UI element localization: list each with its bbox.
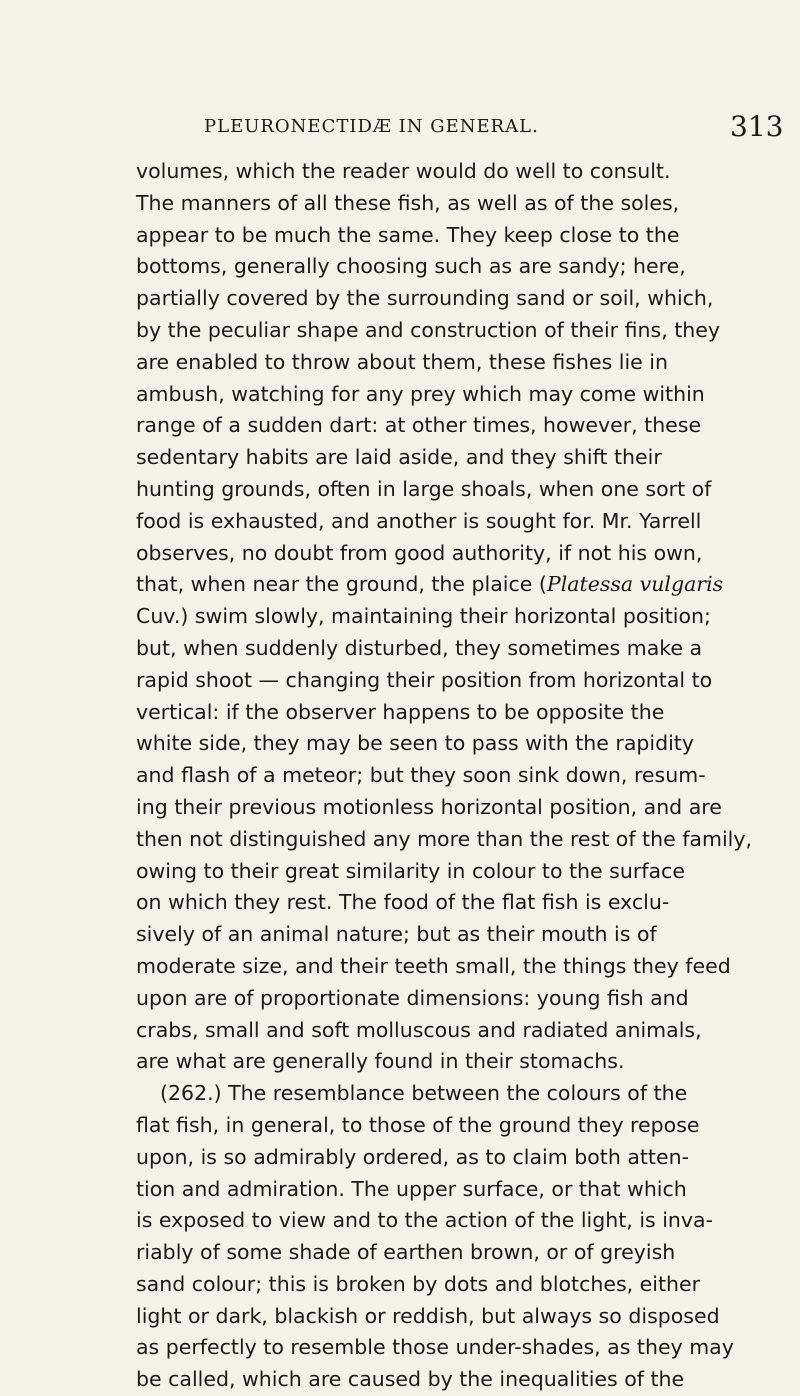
text-line: moderate size, and their teeth small, the things they feed [136, 953, 731, 978]
text-line: light or dark, blackish or reddish, but always so disposed [136, 1303, 720, 1328]
text-line: is exposed to view and to the action of the light, is inva- [136, 1208, 714, 1233]
text-line: sively of an animal nature; but as their mouth is of [136, 922, 657, 947]
text-line: partially covered by the surrounding sand or soil, which, [136, 286, 714, 311]
text-line: flat fish, in general, to those of the ground they repose [136, 1112, 700, 1137]
text-line: tion and admiration. The upper surface, or that which [136, 1176, 687, 1201]
text-line: then not distinguished any more than the rest of the family, [136, 826, 753, 851]
text-line: riably of some shade of earthen brown, or of greyish [136, 1240, 676, 1265]
text-line: food is exhausted, and another is sought for. Mr. Yarrell [136, 508, 702, 533]
text-line: Cuv.) swim slowly, maintaining their horizontal position; [136, 604, 711, 629]
text-line: on which they rest. The food of the flat fish is exclu- [136, 890, 670, 915]
text-line: upon, is so admirably ordered, as to claim both atten- [136, 1144, 689, 1169]
page-number: 313 [730, 110, 784, 143]
body-text [136, 156, 798, 1396]
text-line: The manners of all these fish, as well as of the soles, [136, 190, 680, 215]
text-line-with-scientific-name [136, 569, 798, 601]
text-line: observes, no doubt from good authority, if not his own, [136, 540, 703, 565]
running-title: PLEURONECTIDÆ IN GENERAL. [204, 116, 539, 137]
text-line: range of a sudden dart: at other times, however, these [136, 413, 702, 438]
text-line: vertical: if the observer happens to be opposite the [136, 699, 665, 724]
text-line: upon are of proportionate dimensions: young fish and [136, 985, 689, 1010]
text-line: appear to be much the same. They keep close to the [136, 222, 680, 247]
text-line: but, when suddenly disturbed, they sometimes make a [136, 635, 703, 660]
text-line: ing their previous motionless horizontal position, and are [136, 794, 722, 819]
text-line: ambush, watching for any prey which may come within [136, 381, 705, 406]
text-line: are enabled to throw about them, these fishes lie in [136, 349, 668, 374]
text-line: owing to their great similarity in colour to the surface [136, 858, 685, 883]
line-before-italic: that, when near the ground, the plaice ( [136, 572, 547, 597]
text-line: as perfectly to resemble those under-shades, as they may [136, 1335, 734, 1360]
text-line: are what are generally found in their stomachs. [136, 1049, 625, 1074]
text-line: volumes, which the reader would do well to consult. [136, 159, 671, 183]
text-line: white side, they may be seen to pass with the rapidity [136, 731, 694, 756]
text-line: rapid shoot — changing their position from horizontal to [136, 667, 713, 692]
text-line: by the peculiar shape and construction of their fins, they [136, 317, 721, 342]
paragraph-start-line: (262.) The resemblance between the colours of the [160, 1081, 688, 1106]
scientific-name: Platessa vulgaris [546, 572, 724, 597]
text-line: sedentary habits are laid aside, and they shift their [136, 445, 662, 470]
text-line: crabs, small and soft molluscous and radiated animals, [136, 1017, 702, 1042]
text-line: hunting grounds, often in large shoals, when one sort of [136, 476, 712, 501]
text-line: bottoms, generally choosing such as are sandy; here, [136, 254, 686, 279]
text-line: be called, which are caused by the inequalities of the [136, 1367, 685, 1392]
text-line: and flash of a meteor; but they soon sink down, resum- [136, 763, 706, 788]
text-line: sand colour; this is broken by dots and blotches, either [136, 1271, 701, 1296]
